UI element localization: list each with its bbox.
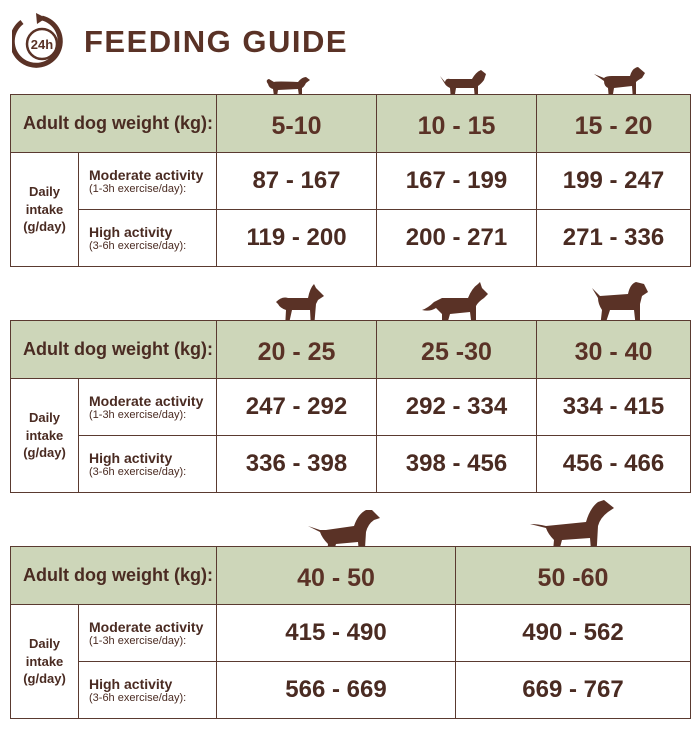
feeding-table-2 <box>10 320 691 493</box>
weight-label: Adult dog weight (kg): <box>11 321 217 379</box>
weight-label: Adult dog weight (kg): <box>11 95 217 153</box>
moderate-activity-label: Moderate activity (1-3h exercise/day): <box>79 605 217 662</box>
moderate-activity-label: Moderate activity (1-3h exercise/day): <box>79 153 217 210</box>
weight-value: 25 -30 <box>377 321 537 379</box>
intake-value: 271 - 336 <box>537 210 691 267</box>
moderate-row <box>11 379 691 436</box>
intake-value: 490 - 562 <box>456 605 691 662</box>
feeding-table-3 <box>10 546 691 719</box>
intake-value: 247 - 292 <box>217 379 377 436</box>
clock-label: 24h <box>30 37 54 52</box>
weight-row <box>11 547 691 605</box>
intake-value: 292 - 334 <box>377 379 537 436</box>
intake-value: 398 - 456 <box>377 436 537 493</box>
daily-intake-label: Daily intake (g/day) <box>11 379 79 493</box>
intake-value: 199 - 247 <box>537 153 691 210</box>
weight-label: Adult dog weight (kg): <box>11 547 217 605</box>
header <box>12 10 692 76</box>
weight-value: 40 - 50 <box>217 547 456 605</box>
weight-value: 20 - 25 <box>217 321 377 379</box>
moderate-activity-label: Moderate activity (1-3h exercise/day): <box>79 379 217 436</box>
intake-value: 87 - 167 <box>217 153 377 210</box>
moderate-row <box>11 153 691 210</box>
weight-row <box>11 321 691 379</box>
intake-value: 566 - 669 <box>217 662 456 719</box>
feeding-table-1 <box>10 94 691 267</box>
intake-value: 669 - 767 <box>456 662 691 719</box>
high-row <box>11 662 691 719</box>
high-activity-label: High activity (3-6h exercise/day): <box>79 436 217 493</box>
clock-24h-icon <box>12 10 70 76</box>
weight-value: 30 - 40 <box>537 321 691 379</box>
weight-value: 50 -60 <box>456 547 691 605</box>
intake-value: 456 - 466 <box>537 436 691 493</box>
intake-value: 119 - 200 <box>217 210 377 267</box>
weight-value: 15 - 20 <box>537 95 691 153</box>
intake-value: 334 - 415 <box>537 379 691 436</box>
intake-value: 336 - 398 <box>217 436 377 493</box>
intake-value: 415 - 490 <box>217 605 456 662</box>
daily-intake-label: Daily intake (g/day) <box>11 605 79 719</box>
high-activity-label: High activity (3-6h exercise/day): <box>79 662 217 719</box>
high-activity-label: High activity (3-6h exercise/day): <box>79 210 217 267</box>
intake-value: 167 - 199 <box>377 153 537 210</box>
weight-value: 5-10 <box>217 95 377 153</box>
weight-value: 10 - 15 <box>377 95 537 153</box>
page-title: FEEDING GUIDE <box>84 24 349 59</box>
high-row <box>11 436 691 493</box>
high-row <box>11 210 691 267</box>
intake-value: 200 - 271 <box>377 210 537 267</box>
moderate-row <box>11 605 691 662</box>
daily-intake-label: Daily intake (g/day) <box>11 153 79 267</box>
weight-row <box>11 95 691 153</box>
